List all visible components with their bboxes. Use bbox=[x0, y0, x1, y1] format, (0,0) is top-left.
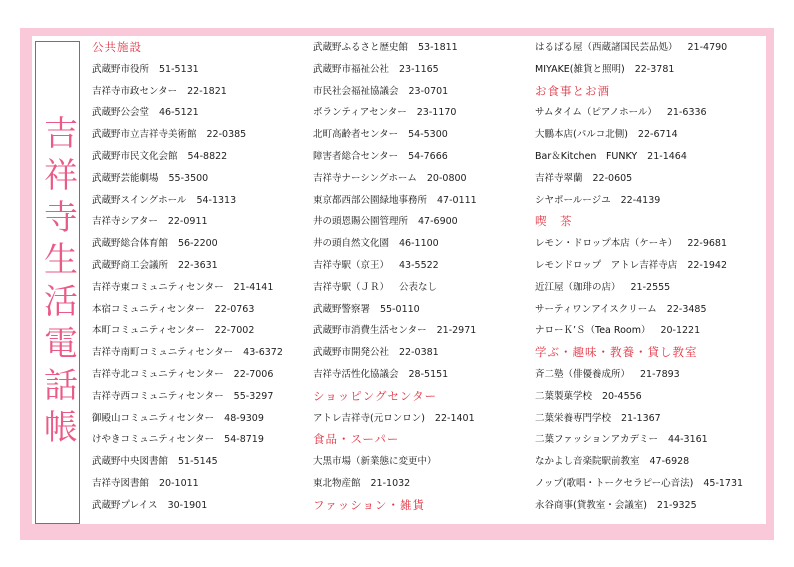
section-heading bbox=[313, 386, 528, 408]
directory-entry bbox=[92, 451, 302, 473]
entry-name: 吉祥寺図書館 bbox=[92, 477, 150, 489]
directory-column-2 bbox=[313, 37, 528, 517]
entry-phone: 55-3297 bbox=[233, 390, 274, 402]
section-heading-label: 公共施設 bbox=[92, 40, 142, 54]
entry-phone: 22-1821 bbox=[187, 85, 227, 97]
entry-name: 井の頭恩賜公園管理所 bbox=[313, 216, 409, 228]
directory-entry bbox=[92, 342, 302, 364]
entry-phone: 22-7002 bbox=[214, 325, 255, 337]
directory-entry bbox=[535, 59, 765, 81]
entry-phone: 43-6372 bbox=[243, 347, 283, 359]
directory-entry bbox=[92, 146, 302, 168]
entry-phone: 55-0110 bbox=[380, 303, 420, 315]
directory-entry bbox=[313, 81, 528, 103]
entry-phone: 45-1731 bbox=[703, 477, 744, 489]
entry-phone: 28-5151 bbox=[408, 368, 449, 380]
entry-name: 武蔵野中央図書館 bbox=[92, 456, 169, 468]
entry-name: 武蔵野公会堂 bbox=[92, 107, 150, 119]
entry-name: 障害者総合センター bbox=[313, 150, 399, 162]
directory-entry bbox=[92, 429, 302, 451]
entry-name: 大鵬本店(パルコ北側) bbox=[535, 129, 628, 141]
entry-name: 武蔵野商工会議所 bbox=[92, 259, 169, 271]
entry-phone: 43-5522 bbox=[399, 259, 439, 271]
directory-entry bbox=[313, 233, 528, 255]
entry-phone: 20-4556 bbox=[602, 390, 642, 402]
directory-entry bbox=[92, 277, 302, 299]
directory-entry bbox=[535, 233, 765, 255]
directory-entry bbox=[535, 255, 765, 277]
directory-entry bbox=[313, 342, 528, 364]
entry-name: 吉祥寺駅（京王） bbox=[313, 259, 390, 271]
entry-name: ノップ(歌唱・トークセラピー心音法) bbox=[535, 477, 694, 489]
entry-phone: 23-1170 bbox=[416, 107, 457, 119]
entry-phone: 22-3781 bbox=[634, 63, 675, 75]
directory-entry bbox=[92, 495, 302, 517]
entry-phone: 22-0605 bbox=[592, 172, 633, 184]
directory-entry bbox=[92, 233, 302, 255]
entry-name: 永谷商事(貸教室・会議室) bbox=[535, 499, 647, 511]
directory-entry bbox=[92, 124, 302, 146]
entry-phone: 53-1811 bbox=[418, 42, 458, 53]
directory-entry bbox=[535, 277, 765, 299]
directory-entry bbox=[92, 299, 302, 321]
entry-name: ボランティアセンター bbox=[313, 107, 407, 119]
directory-entry bbox=[535, 190, 765, 212]
directory-entry bbox=[92, 81, 302, 103]
directory-entry bbox=[313, 451, 528, 473]
directory-entry bbox=[92, 59, 302, 81]
entry-name: 二葉製菓学校 bbox=[535, 390, 593, 402]
directory-entry bbox=[535, 320, 765, 342]
directory-entry bbox=[313, 277, 528, 299]
directory-entry bbox=[313, 320, 528, 342]
entry-name: 武蔵野市役所 bbox=[92, 63, 150, 75]
directory-entry bbox=[535, 386, 765, 408]
entry-name: Bar＆Kitchen FUNKY bbox=[535, 150, 638, 162]
directory-entry bbox=[92, 190, 302, 212]
directory-entry bbox=[535, 495, 765, 517]
entry-phone: 44-3161 bbox=[668, 434, 708, 446]
entry-name: 斉二塾（俳優養成所） bbox=[535, 368, 631, 380]
directory-entry bbox=[313, 124, 528, 146]
entry-phone: 22-3485 bbox=[666, 303, 707, 315]
entry-phone: 54-7666 bbox=[408, 150, 448, 162]
directory-entry bbox=[92, 102, 302, 124]
directory-entry bbox=[92, 168, 302, 190]
entry-phone: 22-0911 bbox=[167, 216, 208, 228]
entry-phone: 56-2200 bbox=[178, 238, 218, 250]
entry-phone: 公表なし bbox=[399, 281, 438, 293]
entry-phone: 47-6900 bbox=[418, 216, 458, 228]
directory-entry bbox=[535, 146, 765, 168]
directory-entry bbox=[535, 299, 765, 321]
entry-name: 吉祥寺翠蘭 bbox=[535, 172, 583, 184]
entry-phone: 22-7006 bbox=[233, 368, 274, 380]
entry-phone: 51-5131 bbox=[159, 63, 199, 75]
entry-phone: 55-3500 bbox=[168, 172, 209, 184]
directory-entry bbox=[313, 299, 528, 321]
entry-name: 武蔵野芸能劇場 bbox=[92, 172, 159, 184]
directory-entry bbox=[313, 211, 528, 233]
entry-name: 二葉ファッションアカデミー bbox=[535, 434, 659, 446]
entry-name: ナローＫ’Ｓ（Tea Room） bbox=[535, 325, 651, 337]
directory-entry bbox=[313, 59, 528, 81]
entry-name: アトレ吉祥寺(元ロンロン) bbox=[313, 412, 425, 424]
entry-name: 吉祥寺活性化協議会 bbox=[313, 368, 399, 380]
entry-phone: 22-1942 bbox=[687, 259, 728, 271]
directory-entry bbox=[535, 451, 765, 473]
section-heading bbox=[535, 81, 765, 103]
directory-entry bbox=[313, 168, 528, 190]
section-heading bbox=[535, 211, 765, 233]
entry-name: 吉祥寺西コミュニティセンター bbox=[92, 390, 224, 402]
entry-phone: 20-1011 bbox=[159, 477, 199, 489]
entry-name: 吉祥寺シアター bbox=[92, 216, 158, 228]
entry-phone: 21-2971 bbox=[436, 325, 477, 337]
entry-phone: 21-4790 bbox=[687, 42, 728, 53]
directory-entry bbox=[535, 37, 765, 59]
entry-name: 北町高齢者センター bbox=[313, 129, 399, 141]
entry-name: 東京都西部公園緑地事務所 bbox=[313, 194, 428, 206]
directory-entry bbox=[535, 124, 765, 146]
directory-entry bbox=[313, 408, 528, 430]
section-heading-label: 食品・スーパー bbox=[313, 432, 400, 447]
entry-name: レモンドロップ アトレ吉祥寺店 bbox=[535, 259, 678, 271]
directory-column-1 bbox=[92, 37, 302, 517]
entry-phone: 21-1464 bbox=[647, 150, 687, 162]
entry-name: MIYAKE(雑貨と照明) bbox=[535, 63, 625, 75]
directory-entry bbox=[535, 408, 765, 430]
entry-name: サーティワンアイスクリーム bbox=[535, 303, 657, 315]
entry-phone: 22-3631 bbox=[178, 259, 218, 271]
directory-entry bbox=[92, 211, 302, 233]
page-title: 吉祥寺生活電話帳 bbox=[37, 114, 78, 451]
entry-phone: 48-9309 bbox=[224, 412, 264, 424]
directory-entry bbox=[92, 320, 302, 342]
directory-entry bbox=[92, 473, 302, 495]
entry-name: 吉祥寺北コミュニティセンター bbox=[92, 368, 224, 380]
entry-phone: 21-1032 bbox=[370, 477, 411, 489]
directory-entry bbox=[535, 473, 765, 495]
entry-name: 東北物産館 bbox=[313, 477, 361, 489]
directory-entry bbox=[92, 408, 302, 430]
section-heading-label: 学ぶ・趣味・教養・貸し教室 bbox=[535, 345, 698, 360]
entry-name: 武蔵野市消費生活センター bbox=[313, 325, 427, 337]
entry-name: 武蔵野市福祉公社 bbox=[313, 63, 390, 75]
entry-phone: 54-8719 bbox=[224, 434, 264, 446]
entry-name: 武蔵野市立吉祥寺美術館 bbox=[92, 129, 197, 141]
entry-phone: 51-5145 bbox=[178, 456, 218, 468]
directory-entry bbox=[313, 190, 528, 212]
entry-phone: 22-0385 bbox=[206, 129, 247, 141]
entry-name: 本宿コミュニティセンター bbox=[92, 303, 205, 315]
entry-name: シヤポールージユ bbox=[535, 194, 611, 206]
entry-name: 井の頭自然文化園 bbox=[313, 238, 390, 250]
entry-phone: 47-0111 bbox=[437, 194, 477, 206]
entry-phone: 21-1367 bbox=[621, 412, 661, 424]
directory-entry bbox=[313, 473, 528, 495]
entry-phone: 22-9681 bbox=[687, 238, 728, 250]
entry-name: けやきコミュニティセンター bbox=[92, 434, 215, 446]
entry-phone: 22-1401 bbox=[434, 412, 475, 424]
entry-name: はるばる屋（西蔵諸国民芸品処） bbox=[535, 42, 678, 53]
entry-name: 吉祥寺駅（ＪＲ） bbox=[313, 281, 390, 293]
entry-name: 本町コミュニティセンター bbox=[92, 325, 205, 337]
directory-column-3 bbox=[535, 37, 765, 517]
entry-name: 市民社会福祉協議会 bbox=[313, 85, 399, 97]
entry-phone: 23-1165 bbox=[399, 63, 439, 75]
entry-phone: 54-5300 bbox=[408, 129, 448, 141]
entry-name: サムタイム（ピアノホール） bbox=[535, 107, 657, 119]
entry-name: 二葉栄養専門学校 bbox=[535, 412, 612, 424]
directory-entry bbox=[92, 386, 302, 408]
section-heading bbox=[313, 495, 528, 517]
entry-phone: 46-1100 bbox=[399, 238, 439, 250]
entry-name: 武蔵野スイングホール bbox=[92, 194, 187, 206]
entry-phone: 46-5121 bbox=[159, 107, 199, 119]
entry-phone: 21-7893 bbox=[640, 368, 680, 380]
directory-entry bbox=[92, 364, 302, 386]
entry-phone: 20-1221 bbox=[660, 325, 701, 337]
entry-phone: 21-4141 bbox=[233, 281, 274, 293]
entry-name: 大黒市場（新業態に変更中） bbox=[313, 456, 437, 468]
entry-name: 武蔵野市民文化会館 bbox=[92, 150, 178, 162]
entry-phone: 22-4139 bbox=[620, 194, 661, 206]
entry-name: レモン・ドロップ本店（ケーキ） bbox=[535, 238, 678, 250]
entry-phone: 22-6714 bbox=[637, 129, 678, 141]
entry-phone: 21-9325 bbox=[656, 499, 697, 511]
section-heading bbox=[535, 342, 765, 364]
directory-entry bbox=[313, 255, 528, 277]
entry-name: 武蔵野警察署 bbox=[313, 303, 371, 315]
title-box bbox=[35, 41, 80, 524]
entry-phone: 20-0800 bbox=[426, 172, 467, 184]
section-heading-label: 喫 茶 bbox=[535, 214, 573, 229]
directory-entry bbox=[535, 364, 765, 386]
entry-phone: 23-0701 bbox=[408, 85, 449, 97]
directory-entry bbox=[92, 255, 302, 277]
entry-phone: 47-6928 bbox=[649, 456, 690, 468]
section-heading-label: ファッション・雑貨 bbox=[313, 497, 426, 512]
entry-name: 武蔵野市開発公社 bbox=[313, 347, 390, 359]
entry-name: 御殿山コミュニティセンター bbox=[92, 412, 215, 424]
section-heading-label: お食事とお酒 bbox=[535, 83, 610, 98]
section-heading-label: ショッピングセンター bbox=[313, 388, 438, 403]
entry-phone: 30-1901 bbox=[167, 499, 208, 511]
entry-name: 近江屋（珈琲の店） bbox=[535, 281, 621, 293]
directory-entry bbox=[535, 429, 765, 451]
entry-name: 吉祥寺ナーシングホーム bbox=[313, 172, 417, 184]
entry-name: 武蔵野総合体育館 bbox=[92, 238, 169, 250]
section-heading bbox=[92, 37, 302, 59]
entry-phone: 54-1313 bbox=[196, 194, 237, 206]
entry-name: 吉祥寺南町コミュニティセンター bbox=[92, 347, 234, 359]
entry-name: 武蔵野プレイス bbox=[92, 499, 158, 511]
directory-entry bbox=[535, 102, 765, 124]
entry-phone: 22-0763 bbox=[214, 303, 255, 315]
directory-entry bbox=[313, 364, 528, 386]
entry-name: 吉祥寺東コミュニティセンター bbox=[92, 281, 224, 293]
entry-phone: 22-0381 bbox=[399, 347, 439, 359]
entry-phone: 21-6336 bbox=[666, 107, 707, 119]
entry-name: 武蔵野ふるさと歴史館 bbox=[313, 42, 409, 53]
entry-name: 吉祥寺市政センター bbox=[92, 85, 178, 97]
directory-entry bbox=[535, 168, 765, 190]
section-heading bbox=[313, 429, 528, 451]
directory-entry bbox=[313, 102, 528, 124]
directory-entry bbox=[313, 37, 528, 59]
entry-phone: 21-2555 bbox=[630, 281, 671, 293]
entry-phone: 54-8822 bbox=[187, 150, 228, 162]
entry-name: なかよし音楽院駅前教室 bbox=[535, 456, 640, 468]
directory-entry bbox=[313, 146, 528, 168]
